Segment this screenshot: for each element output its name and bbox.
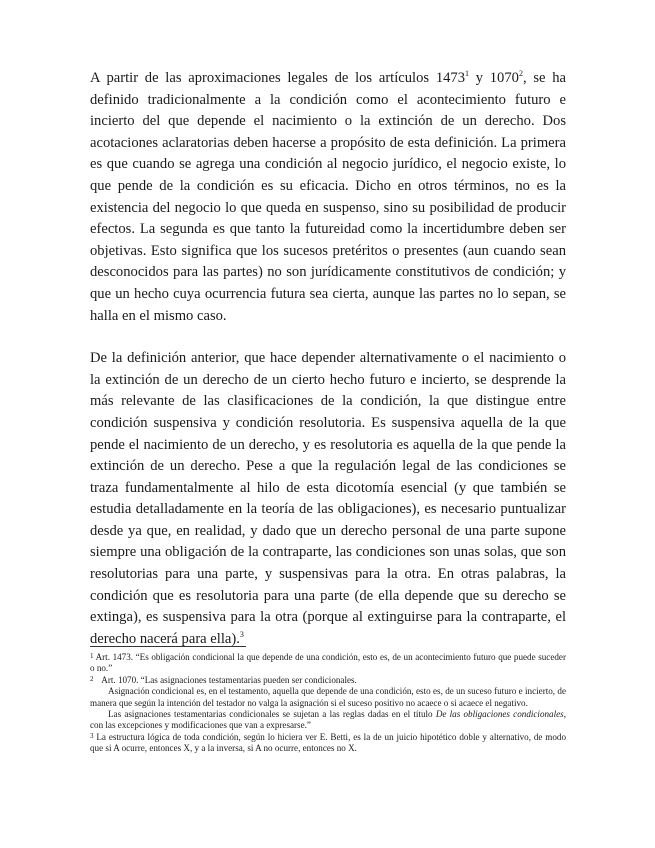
footnote-1-mark: 1 — [90, 652, 94, 660]
footnote-2-subparagraph-1: Asignación condicional es, en el testamento, aquella que depende de una condición, esto es, de un suceso futuro e incierto, de manera que según la intención del testador no valga la asignación si el suceso positivo no acaece o si acaece el negativo. — [90, 686, 566, 708]
paragraph-1 — [90, 68, 566, 327]
footnote-3-mark: 3 — [90, 731, 94, 740]
footnote-ref-3[interactable]: 3 — [239, 629, 244, 639]
footnotes — [90, 652, 566, 755]
footnote-2 — [90, 675, 566, 686]
document-body — [90, 68, 566, 650]
footnote-2-sub2-text-end: , con las excepciones y modificaciones que van a expresarse.” — [90, 709, 566, 731]
paragraph-2-text: De la definición anterior, que hace depender alternativamente o el nacimiento o la extinción de un derecho de un cierto hecho futuro e incierto, se desprende la más relevante de las clasificaciones de la condición, la que distingue entre condición suspensiva y condición resolutoria. Es suspensiva aquella de la que pende el nacimiento de un derecho, y es resolutoria es aquella de la que pende la extinción de un derecho. Pese a que la regulación legal de las condiciones se traza fundamentalmente al hilo de esta dicotomía esencial (y que también se estudia detalladamente en la teoría de las obligaciones), es necesario puntualizar desde ya que, en realidad, y dado que un derecho personal de una parte supone siempre una obligación de la contraparte, las condiciones son unas solas, que son resolutorias para una parte, y suspensivas para la otra. En otras palabras, la condición que es resolutoria para una parte (de ella depende que su derecho se extinga), es suspensiva para la otra (porque al extinguirse para la contraparte, el derecho nacerá para ella). — [90, 350, 566, 647]
footnote-1 — [90, 652, 566, 675]
paragraph-2 — [90, 348, 566, 650]
paragraph-1-text-middle: y 1070 — [469, 70, 519, 86]
footnote-1-text: Art. 1473. “Es obligación condicional la que depende de una condición, esto es, de un acontecimiento futuro que puede suceder o no.” — [90, 652, 566, 674]
paragraph-1-text-start: A partir de las aproximaciones legales de los artículos 1473 — [90, 70, 466, 86]
paragraph-1-text-end: , se ha definido tradicionalmente a la condición como el acontecimiento futuro e incierto del que depende el nacimiento o la extinción de un derecho. Dos acotaciones aclaratorias deben hacerse a propósito de esta definición. La primera es que cuando se agrega una condición al negocio jurídico, el negocio existe, lo que pende de la condición es su eficacia. Dicho en otros términos, no es la existencia del negocio lo que queda en suspenso, sino su posibilidad de producir efectos. La segunda es que tanto la futureidad como la incertidumbre deben ser objetivas. Esto significa que los sucesos pretéritos o presentes (aun cuando sean desconocidos para las partes) no son jurídicamente constitutivos de condición; y que un hecho cuya ocurrencia futura sea cierta, aunque las partes no lo sepan, se halla en el mismo caso. — [90, 70, 566, 324]
footnote-ref-2[interactable]: 2 — [518, 69, 523, 78]
footnote-ref-1[interactable]: 1 — [465, 69, 470, 78]
footnote-2-mark: 2 — [90, 674, 94, 683]
footnote-3-text: La estructura lógica de toda condición, según lo hiciera ver E. Betti, es la de un juicio hipotético doble y alternativo, de modo que si A ocurre, entonces X, y a la inversa, si A no ocurre, entonces no X. — [90, 731, 566, 754]
footnote-separator — [90, 646, 246, 647]
footnote-3 — [90, 732, 566, 755]
footnote-2-sub2-text-start: Las asignaciones testamentarias condicionales se sujetan a las reglas dadas en el título — [108, 709, 436, 720]
footnote-2-title-reference: De las obligaciones condicionales — [435, 709, 564, 720]
footnote-2-subparagraph-2 — [90, 709, 566, 732]
footnote-2-text: Art. 1070. “Las asignaciones testamentarias pueden ser condicionales. — [99, 674, 357, 685]
